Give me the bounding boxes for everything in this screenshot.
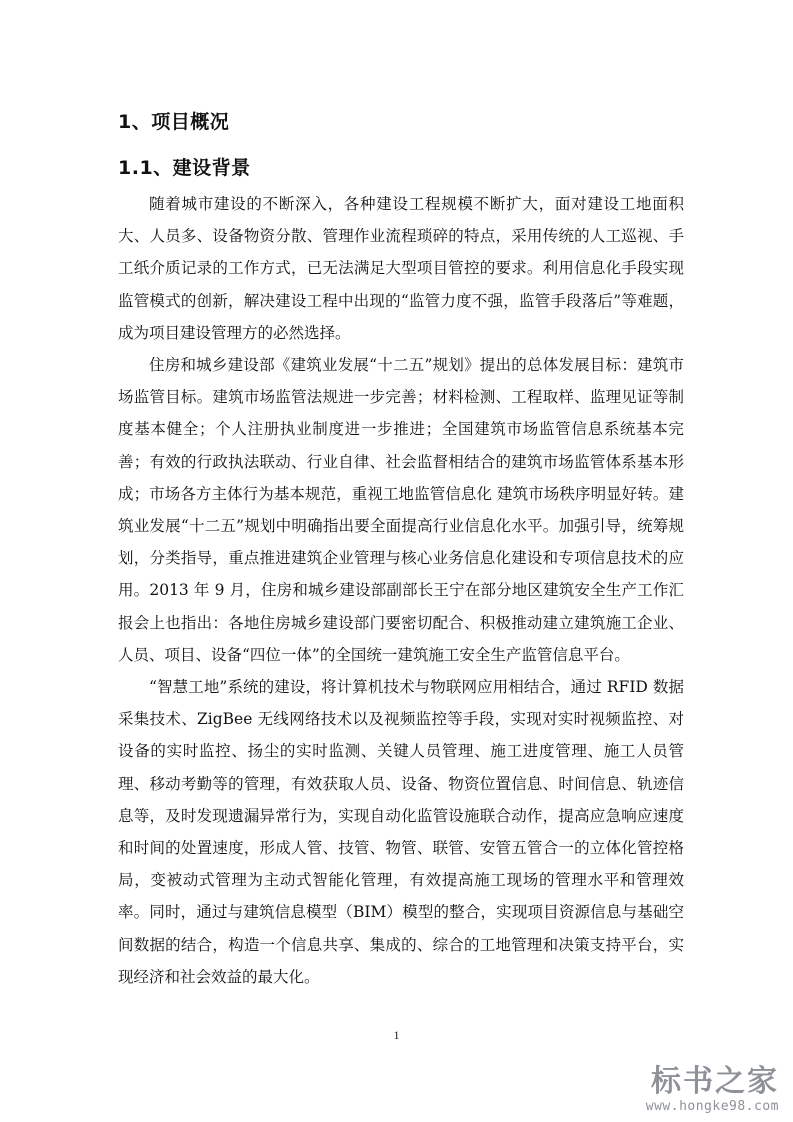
body-text [118,188,684,993]
section-heading: 1、项目概况 [118,111,230,133]
watermark [646,1065,779,1114]
paragraph-policy: 住房和城乡建设部《建筑业发展“十二五”规划》提出的总体发展目标：建筑市场监管目标。建筑市场监管法规进一步完善；材料检测、工程取样、监理见证等制度基本健全；个人注册执业制度进一步推进；全国建筑市场监管信息系统基本完善；有效的行政执法联动、行业自律、社会监督相结合的建筑市场监管体系基本形成；市场各方主体行为基本规范，重视工地监管信息化 建筑市场秩序明显好转。建筑业发展“十二五”规划中明确指出要全面提高行业信息化水平。加强引导，统筹规划，分类指导，重点推进建筑企业管理与核心业务信息化建设和专项信息技术的应用。2013 年 9 月，住房和城乡建设部副部长王宁在部分地区建筑安全生产工作汇报会上也指出：各地住房城乡建设部门要密切配合、积极推动建立建筑施工企业、人员、项目、设备“四位一体”的全国统一建筑施工安全生产监管信息平台。 [118,356,684,664]
watermark-logo: 标书之家 [651,1064,779,1099]
page-number: 1 [393,1028,400,1042]
watermark-url: www.hongke98.com [645,1099,779,1114]
subsection-heading: 1.1、建设背景 [118,157,251,179]
paragraph-background: 随着城市建设的不断深入，各种建设工程规模不断扩大，面对建设工地面积大、人员多、设备物资分散、管理作业流程琐碎的特点，采用传统的人工巡视、手工纸介质记录的工作方式，已无法满足大型项目管控的要求。利用信息化手段实现监管模式的创新，解决建设工程中出现的“监管力度不强，监管手段落后”等难题，成为项目建设管理方的必然选择。 [118,195,684,342]
paragraph-smart-site: “智慧工地”系统的建设，将计算机技术与物联网应用相结合，通过 RFID 数据采集技术、ZigBee 无线网络技术以及视频监控等手段，实现对实时视频监控、对设备的实时监控、扬尘的实时监测、关键人员管理、施工进度管理、施工人员管理、移动考勤等的管理，有效获取人员、设备、物资位置信息、时间信息、轨迹信息等，及时发现遗漏异常行为，实现自动化监管设施联合动作，提高应急响应速度和时间的处置速度，形成人管、技管、物管、联管、安管五管合一的立体化管控格局，变被动式管理为主动式智能化管理，有效提高施工现场的管理水平和管理效率。同时，通过与建筑信息模型（BIM）模型的整合，实现项目资源信息与基础空间数据的结合，构造一个信息共享、集成的、综合的工地管理和决策支持平台，实现经济和社会效益的最大化。 [118,678,684,986]
